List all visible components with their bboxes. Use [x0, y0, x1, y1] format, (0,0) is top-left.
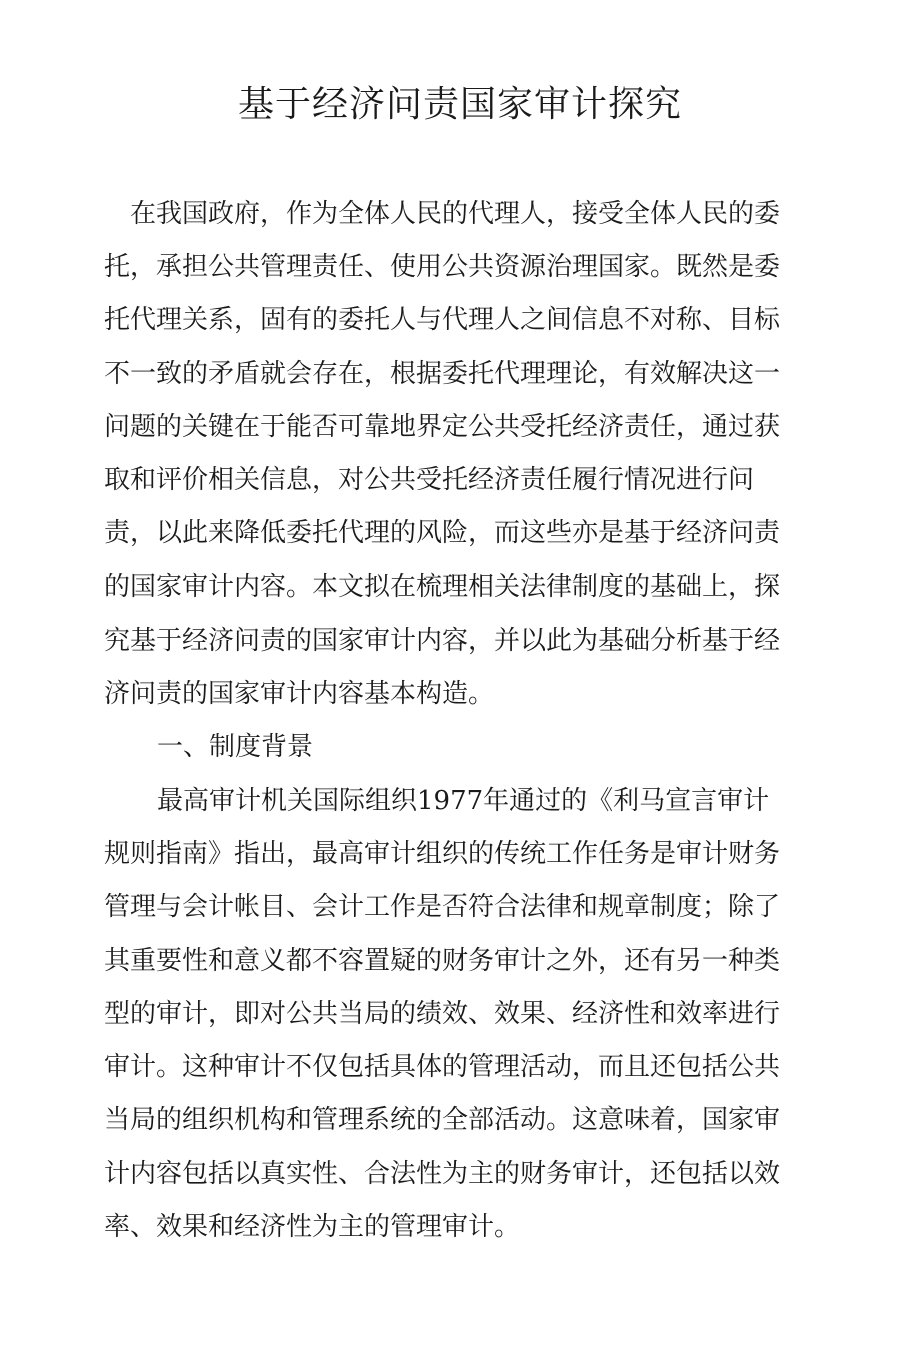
paragraph-line: 济问责的国家审计内容基本构造。: [104, 679, 495, 709]
paragraph-line: 究基于经济问责的国家审计内容，并以此为基础分析基于经: [104, 626, 781, 656]
paragraph-line: 率、效果和经济性为主的管理审计。: [104, 1212, 521, 1242]
paragraph-line: 管理与会计帐目、会计工作是否符合法律和规章制度；除了: [104, 892, 781, 922]
paragraph-line: 在我国政府，作为全体人民的代理人，接受全体人民的委: [130, 199, 781, 229]
paragraph-line: 型的审计，即对公共当局的绩效、效果、经济性和效率进行: [104, 999, 781, 1029]
paragraph-line: 计内容包括以真实性、合法性为主的财务审计，还包括以效: [104, 1159, 781, 1189]
paragraph-line: 的国家审计内容。本文拟在梳理相关法律制度的基础上，探: [104, 572, 781, 602]
paragraph-line: 最高审计机关国际组织1977年通过的《利马宣言审计: [157, 786, 770, 816]
document-title: 基于经济问责国家审计探究: [237, 84, 682, 125]
section-heading: 一、制度背景: [157, 732, 314, 762]
paragraph-line: 责，以此来降低委托代理的风险，而这些亦是基于经济问责: [104, 518, 781, 548]
paragraph-line: 当局的组织机构和管理系统的全部活动。这意味着，国家审: [104, 1105, 781, 1135]
paragraph-line: 不一致的矛盾就会存在，根据委托代理理论，有效解决这一: [104, 359, 781, 389]
paragraph-line: 审计。这种审计不仅包括具体的管理活动，而且还包括公共: [104, 1052, 781, 1082]
paragraph-line: 其重要性和意义都不容置疑的财务审计之外，还有另一种类: [104, 946, 781, 976]
paragraph-line: 取和评价相关信息，对公共受托经济责任履行情况进行问: [104, 465, 755, 495]
paragraph-line: 规则指南》指出，最高审计组织的传统工作任务是审计财务: [104, 839, 781, 869]
paragraph-line: 托，承担公共管理责任、使用公共资源治理国家。既然是委: [104, 252, 781, 282]
paragraph-line: 问题的关键在于能否可靠地界定公共受托经济责任，通过获: [104, 412, 781, 442]
paragraph-line: 托代理关系，固有的委托人与代理人之间信息不对称、目标: [104, 305, 781, 335]
